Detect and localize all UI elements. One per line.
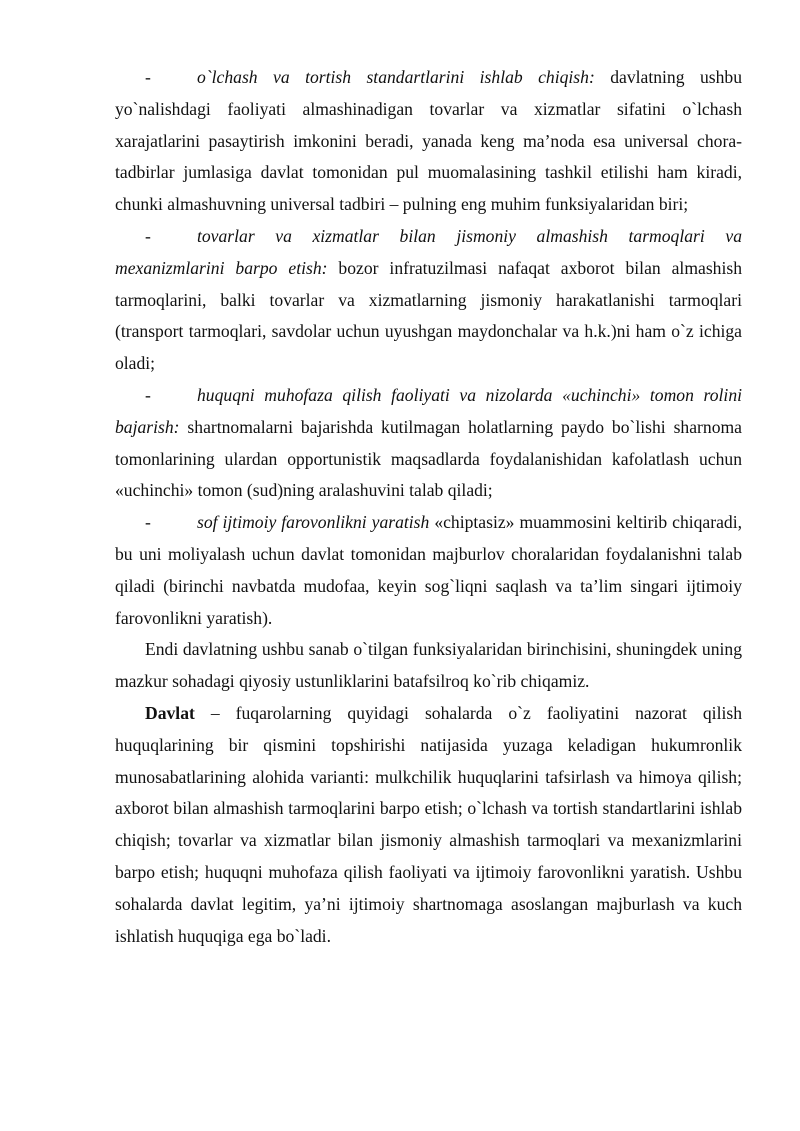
bullet-text: bozor infratuzilmasi nafaqat axborot bilan almashish tarmoqlarini, balki tovarlar va xizmatlarning jismoniy harakatlanishi tarmoqlari (transport tarmoqlari, savdolar uchun uyushgan maydonchalar va h.k.)ni ham o`z ichiga oladi; (115, 257, 742, 374)
definition-paragraph (115, 698, 742, 952)
bullet-item (115, 62, 742, 221)
document-page (115, 62, 742, 952)
bullet-dash: - (145, 67, 151, 87)
bullet-heading: tovarlar va xizmatlar bilan jismoniy almashish tarmoqlari va mexanizmlarini barpo etish: (115, 225, 742, 278)
bullet-dash: - (145, 384, 151, 405)
bullet-text: shartnomalarni bajarishda kutilmagan holatlarning paydo bo`lishi sharnoma tomonlarining ulardan opportunistik maqsadlarda foydalanishidan kafolatlash uchun «uchinchi» tomon (sud)ning aralashuvini talab qiladi; (115, 416, 742, 501)
bullet-heading: sof ijtimoiy farovonlikni yaratish (197, 512, 430, 533)
bullet-heading: huquqni muhofaza qilish faoliyati va nizolarda «uchinchi» tomon rolini bajarish: (115, 384, 742, 437)
bullet-text: davlatning ushbu yo`nalishdagi faoliyati almashinadigan tovarlar va xizmatlar sifatini o`lchash xarajatlarini pasaytirish imkonini beradi, yanada keng ma’noda esa universal chora-tadbirlar jumlasiga davlat tomonidan pul muomalasining tashkil etilishi ham kiradi, chunki almashuvning universal tadbiri – pulning eng muhim funksiyalaridan biri; (115, 67, 742, 215)
bullet-item (115, 221, 742, 380)
bullet-heading: o`lchash va tortish standartlarini ishlab chiqish: (197, 67, 595, 87)
bullet-item (115, 507, 742, 634)
definition-term: Davlat (145, 702, 195, 723)
bullet-text: «chiptasiz» muammosini keltirib chiqaradi, bu uni moliyalash uchun davlat tomonidan majburlov choralaridan foydalanishni talab qiladi (birinchi navbatda mudofaa, keyin sog`liqni saqlash va ta’lim singari ijtimoiy farovonlikni yaratish). (115, 512, 742, 628)
bullet-dash: - (145, 512, 151, 533)
bullet-item (115, 380, 742, 507)
bullet-dash: - (145, 225, 151, 246)
body-paragraph: Endi davlatning ushbu sanab o`tilgan funksiyalaridan birinchisini, shuningdek uning mazkur sohadagi qiyosiy ustunliklarini batafsilroq ko`rib chiqamiz. (115, 639, 742, 692)
definition-text: – fuqarolarning quyidagi sohalarda o`z faoliyatini nazorat qilish huquqlarining bir qismini topshirishi natijasida yuzaga keladigan hukumronlik munosabatlarining alohida varianti: mulkchilik huquqlarini tafsirlash va himoya qilish; axborot bilan almashish tarmoqlarini barpo etish; o`lchash va tortish standartlarini ishlab chiqish; tovarlar va xizmatlar bilan jismoniy almashish tarmoqlari va mexanizmlarini barpo etish; huquqni muhofaza qilish faoliyati va ijtimoiy farovonlikni yaratish. Ushbu sohalarda davlat legitim, ya’ni ijtimoiy shartnomaga asoslangan majburlash va kuch ishlatish huquqiga ega bo`ladi. (115, 702, 742, 946)
